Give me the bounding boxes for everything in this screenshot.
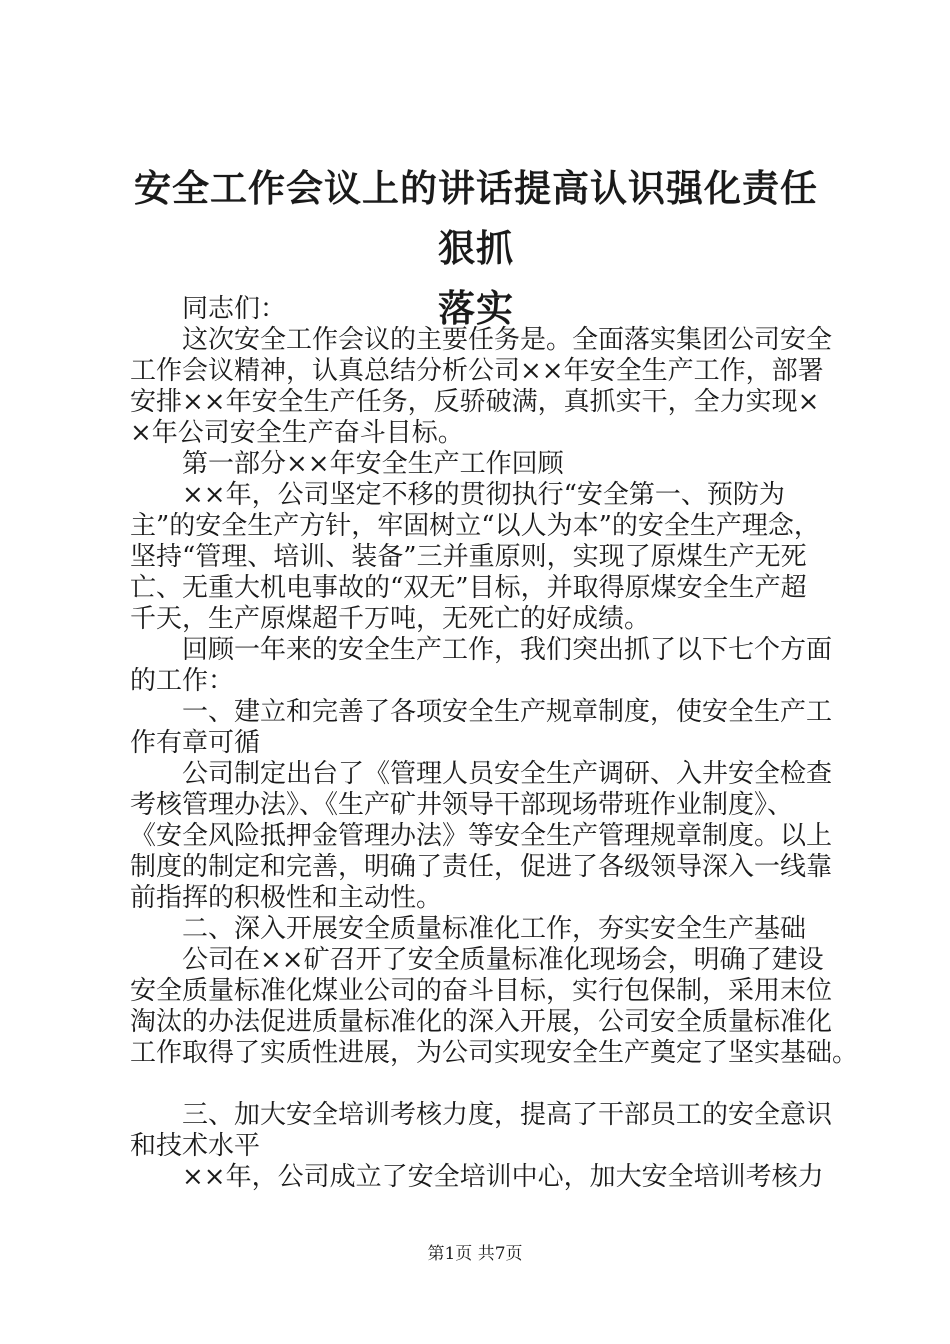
body-line: ××年，公司坚定不移的贯彻执行“安全第一、预防为 (130, 480, 785, 510)
body-line: 坚持“管理、培训、装备”三并重原则，实现了原煤生产无死 (130, 542, 807, 572)
title-line-2: 落实 (438, 286, 514, 330)
body-line: 《安全风险抵押金管理办法》等安全生产管理规章制度。以上 (130, 821, 833, 851)
body-line: 三、加大安全培训考核力度，提高了干部员工的安全意识 (130, 1100, 833, 1130)
body-line (130, 1069, 830, 1100)
body-line: 工作取得了实质性进展，为公司实现安全生产奠定了坚实基础。 (130, 1038, 859, 1068)
body-line: 第一部分××年安全生产工作回顾 (130, 449, 564, 479)
body-line: 考核管理办法》、《生产矿井领导干部现场带班作业制度》、 (130, 790, 794, 820)
body-line: 的工作： (130, 666, 235, 696)
body-line: 公司制定出台了《管理人员安全生产调研、入井安全检查 (130, 759, 833, 789)
body-line: 回顾一年来的安全生产工作，我们突出抓了以下七个方面 (130, 635, 833, 665)
body-line: 安排××年安全生产任务，反骄破满，真抓实干，全力实现× (130, 387, 820, 417)
document-body (130, 294, 859, 1193)
body-line: 制度的制定和完善，明确了责任，促进了各级领导深入一线靠 (130, 852, 833, 882)
body-line: 公司在××矿召开了安全质量标准化现场会，明确了建设 (130, 945, 824, 975)
body-line: 作有章可循 (130, 728, 261, 758)
body-line: 一、建立和完善了各项安全生产规章制度，使安全生产工 (130, 697, 833, 727)
body-line: 亡、无重大机电事故的“双无”目标，并取得原煤安全生产超 (130, 573, 807, 603)
body-line: 这次安全工作会议的主要任务是。全面落实集团公司安全 (130, 325, 833, 355)
body-line: 主”的安全生产方针，牢固树立“以人为本”的安全生产理念， (130, 511, 820, 541)
body-line: ××年，公司成立了安全培训中心，加大安全培训考核力 (130, 1162, 824, 1192)
page-footer: 第1页 共7页 (427, 1244, 523, 1264)
title-line-1: 安全工作会议上的讲话提高认识强化责任狠抓 (134, 166, 818, 270)
body-line: 千天，生产原煤超千万吨，无死亡的好成绩。 (130, 604, 651, 634)
body-line: 二、深入开展安全质量标准化工作，夯实安全生产基础 (130, 914, 807, 944)
body-line: ×年公司安全生产奋斗目标。 (130, 418, 464, 448)
body-line: 前指挥的积极性和主动性。 (130, 883, 443, 913)
body-line: 和技术水平 (130, 1131, 261, 1161)
body-line: 安全质量标准化煤业公司的奋斗目标，实行包保制，采用末位 (130, 976, 833, 1006)
body-line: 工作会议精神，认真总结分析公司××年安全生产工作，部署 (130, 356, 824, 386)
body-line: 同志们： (130, 294, 287, 324)
body-line: 淘汰的办法促进质量标准化的深入开展，公司安全质量标准化 (130, 1007, 833, 1037)
